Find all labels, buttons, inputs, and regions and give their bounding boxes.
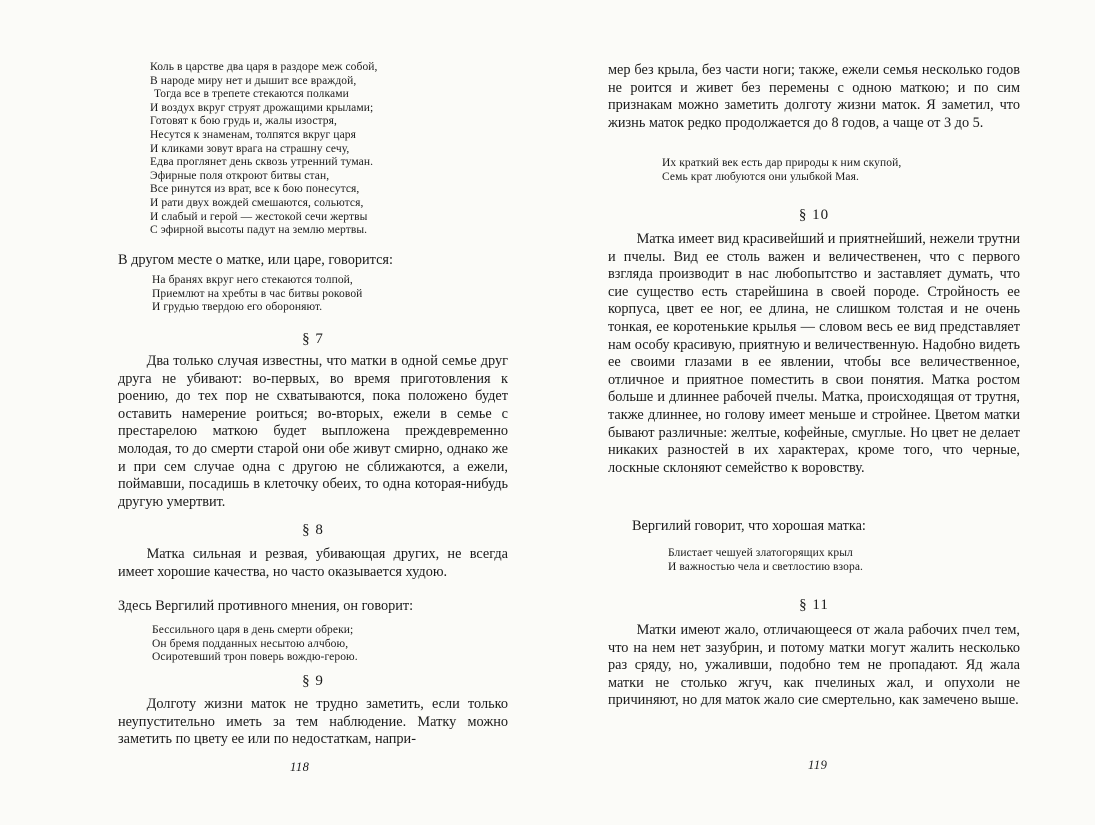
poem-line: И важностью чела и светлостию взора. — [668, 560, 863, 573]
paragraph-text: Матки имеют жало, отличающееся от жала рабочих пчел тем, что на нем нет зазубрин, и потому матки могут жалить несколько раз сряду, но, ужаливши, подобно тем не пропадают. Яд жала матки не столько жгуч, как пчелиных жал, и опухоли не причиняют, но для маток жало сие смертельно, как замечено выше. — [608, 622, 1020, 709]
section-heading-10: § 10 — [798, 207, 830, 223]
section-heading-8: § 8 — [302, 522, 324, 538]
poem-line: И воздух вкруг струят дрожащими крылами; — [150, 101, 374, 114]
poem-4 — [662, 157, 1002, 184]
paragraph-7 — [118, 353, 508, 511]
poem-line: В народе миру нет и дышит все враждой, — [150, 74, 357, 87]
intro-quote-3: Здесь Вергилий противного мнения, он говорит: — [118, 598, 414, 614]
poem-line: Тогда все в трепете стекаются полками — [154, 88, 349, 101]
right-page — [608, 0, 1020, 825]
poem-1 — [150, 61, 480, 238]
paragraph-text: мер без крыла, без части ноги; также, ежели семья несколько годов не роится и живет без перемены с одною маткою; и по сим признакам можно заметить долготу жизни маток. Я заметил, что жизнь маток редко продолжается до 8 годов, а чаще от 3 до 5. — [608, 62, 1020, 131]
paragraph-text: Матка сильная и резвая, убивающая других, не всегда имеет хорошие качества, но часто оказывается худою. — [118, 546, 508, 580]
paragraph-text: Два только случая известны, что матки в одной семье друг друга не убивают: во-первых, во время приготовления к роению, до тех пор не схватываются, пока положено будет оставить намерение роиться; во-вторых, ежели в семье с престарелою маткою будет выпложена преждевременно молодая, то до смерти старой они обе живут смирно, однако же и при сем случае одна с другою не сближаются, а ежели, поймавши, посадишь в клеточку обеих, то одна которая-нибудь другую умертвит. — [118, 353, 508, 510]
poem-line: Готовят к бою грудь и, жалы изостря, — [150, 115, 338, 128]
poem-line: Едва проглянет день сквозь утренний туман. — [150, 156, 374, 169]
paragraph-10 — [608, 231, 1020, 477]
poem-line: Блистает чешуей златогорящих крыл — [668, 547, 853, 559]
poem-line: Коль в царстве два царя в раздоре меж собой, — [150, 61, 378, 73]
paragraph-8 — [118, 546, 508, 581]
paragraph-9-continued — [608, 62, 1020, 132]
poem-3 — [152, 624, 482, 665]
intro-quote-5: Вергилий говорит, что хорошая матка: — [632, 518, 866, 534]
section-heading-11: § 11 — [799, 597, 829, 613]
poem-line: Их краткий век есть дар природы к ним скупой, — [662, 157, 902, 169]
page-number: 118 — [290, 760, 310, 774]
poem-line: И рати двух вождей смешаются, сольются, — [150, 196, 364, 209]
poem-line: Эфирные поля откроют битвы стан, — [150, 169, 330, 182]
page-number: 119 — [808, 758, 828, 772]
poem-line: И грудью твердою его обороняют. — [152, 301, 323, 314]
poem-line: С эфирной высоты падут на землю мертвы. — [150, 224, 368, 237]
intro-quote-2: В другом месте о матке, или царе, говорится: — [118, 252, 393, 268]
poem-line: Семь крат любуются они улыбкой Мая. — [662, 170, 859, 183]
poem-line: Приемлют на хребты в час битвы роковой — [152, 287, 363, 300]
section-heading-7: § 7 — [302, 331, 324, 347]
poem-2 — [152, 274, 482, 315]
poem-line: На бранях вкруг него стекаются толпой, — [152, 274, 353, 286]
poem-line: Все ринутся из врат, все к бою понесутся, — [150, 183, 360, 196]
paragraph-11 — [608, 622, 1020, 710]
poem-line: Он бремя подданных несытою алчбою, — [152, 637, 349, 650]
poem-line: Бессильного царя в день смерти обреки; — [152, 624, 354, 636]
left-page — [118, 0, 508, 825]
paragraph-text: Долготу жизни маток не трудно заметить, если только неупустительно иметь за тем наблюдение. Матку можно заметить по цвету ее или по недостаткам, напри- — [118, 696, 508, 748]
section-heading-9: § 9 — [302, 673, 324, 689]
paragraph-text: Матка имеет вид красивейший и приятнейший, нежели трутни и пчелы. Вид ее столь важен и величественен, что с первого взгляда производит в нас любопытство и заставляет думать, что сие существо есть старейшина в своей породе. Стройность ее корпуса, цвет ее ног, ее длина, не слишком толстая и не очень тонкая, ее коротенькие крылья — словом весь ее вид представляет нам особу красивую, приятную и величественную. Надобно видеть ее своими глазами в ее явлении, чтобы все величественное, отличное и приятное поместить в свои понятия. Матка ростом больше и длиннее рабочей пчелы. Матка, происходящая от трутня, также длиннее, но голову имеет меньше и стройнее. Цветом матки бывают различные: желтые, кофейные, смуглые. Но цвет не делает никаких разностей в их характерах, кроме того, что черные, лоскные склоняют семейство к воровству. — [608, 231, 1020, 476]
poem-line: И кликами зовут врага на страшну сечу, — [150, 142, 350, 155]
poem-5 — [668, 547, 1008, 574]
poem-line: И слабый и герой — жестокой сечи жертвы — [150, 210, 368, 223]
poem-line: Несутся к знаменам, толпятся вкруг царя — [150, 128, 357, 141]
poem-line: Осиротевший трон поверь вождю-герою. — [152, 651, 358, 664]
paragraph-9 — [118, 696, 508, 749]
